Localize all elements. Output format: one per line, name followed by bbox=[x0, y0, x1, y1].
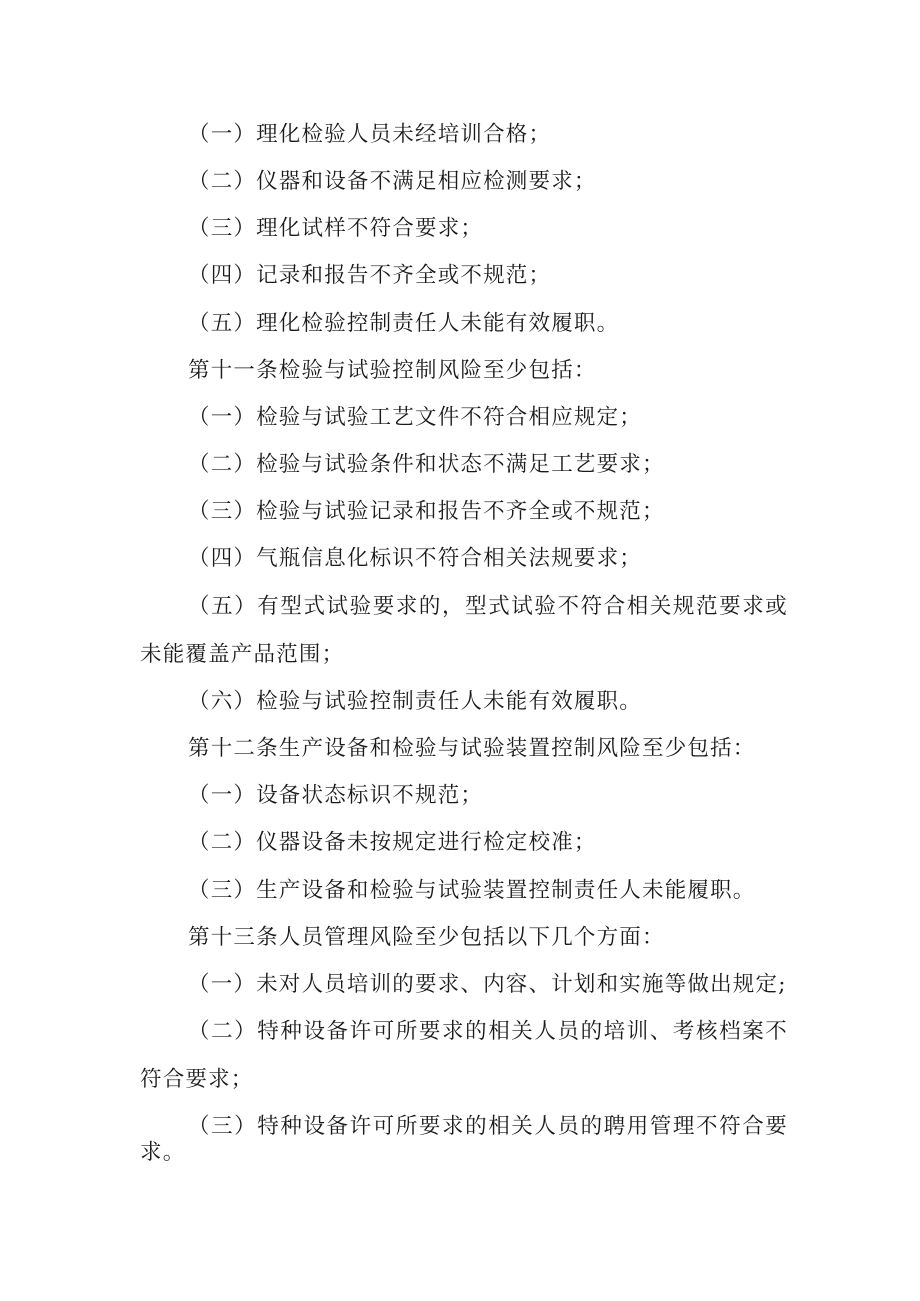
paragraph-line: （二）仪器设备未按规定进行检定校准； bbox=[188, 830, 597, 855]
paragraph-line: （三）生产设备和检验与试验装置控制责任人未能履职。 bbox=[188, 878, 756, 903]
paragraph-line: （一）未对人员培训的要求、内容、计划和实施等做出规定; bbox=[188, 972, 787, 997]
paragraph-line: （二）仪器和设备不满足相应检测要求； bbox=[188, 169, 597, 194]
paragraph-line: （一）检验与试验工艺文件不符合相应规定； bbox=[188, 405, 643, 430]
paragraph-line: （一）设备状态标识不规范； bbox=[188, 783, 484, 808]
paragraph-line: （五）理化检验控制责任人未能有效履职。 bbox=[188, 311, 620, 336]
paragraph-continuation: 符合要求； bbox=[140, 1067, 254, 1092]
paragraph-line: （四）气瓶信息化标识不符合相关法规要求； bbox=[188, 546, 643, 571]
paragraph-continuation: 未能覆盖产品范围； bbox=[140, 642, 345, 667]
paragraph-line: （一）理化检验人员未经培训合格； bbox=[188, 122, 552, 147]
article-heading: 第十二条生产设备和检验与试验装置控制风险至少包括： bbox=[188, 736, 756, 761]
paragraph-line: （三）检验与试验记录和报告不齐全或不规范； bbox=[188, 499, 665, 524]
paragraph-line: （六）检验与试验控制责任人未能有效履职。 bbox=[188, 689, 643, 714]
article-heading: 第十一条检验与试验控制风险至少包括： bbox=[188, 358, 597, 383]
paragraph-line: （五）有型式试验要求的，型式试验不符合相关规范要求或 bbox=[188, 594, 788, 619]
paragraph-line: （三）特种设备许可所要求的相关人员的聘用管理不符合要 bbox=[188, 1114, 788, 1139]
paragraph-line: （三）理化试样不符合要求； bbox=[188, 216, 484, 241]
article-heading: 第十三条人员管理风险至少包括以下几个方面： bbox=[188, 925, 665, 950]
paragraph-line: （四）记录和报告不齐全或不规范； bbox=[188, 263, 552, 288]
paragraph-continuation: 求。 bbox=[140, 1140, 186, 1165]
paragraph-line: （二）检验与试验条件和状态不满足工艺要求； bbox=[188, 452, 665, 477]
paragraph-line: （二）特种设备许可所要求的相关人员的培训、考核档案不 bbox=[188, 1019, 788, 1044]
